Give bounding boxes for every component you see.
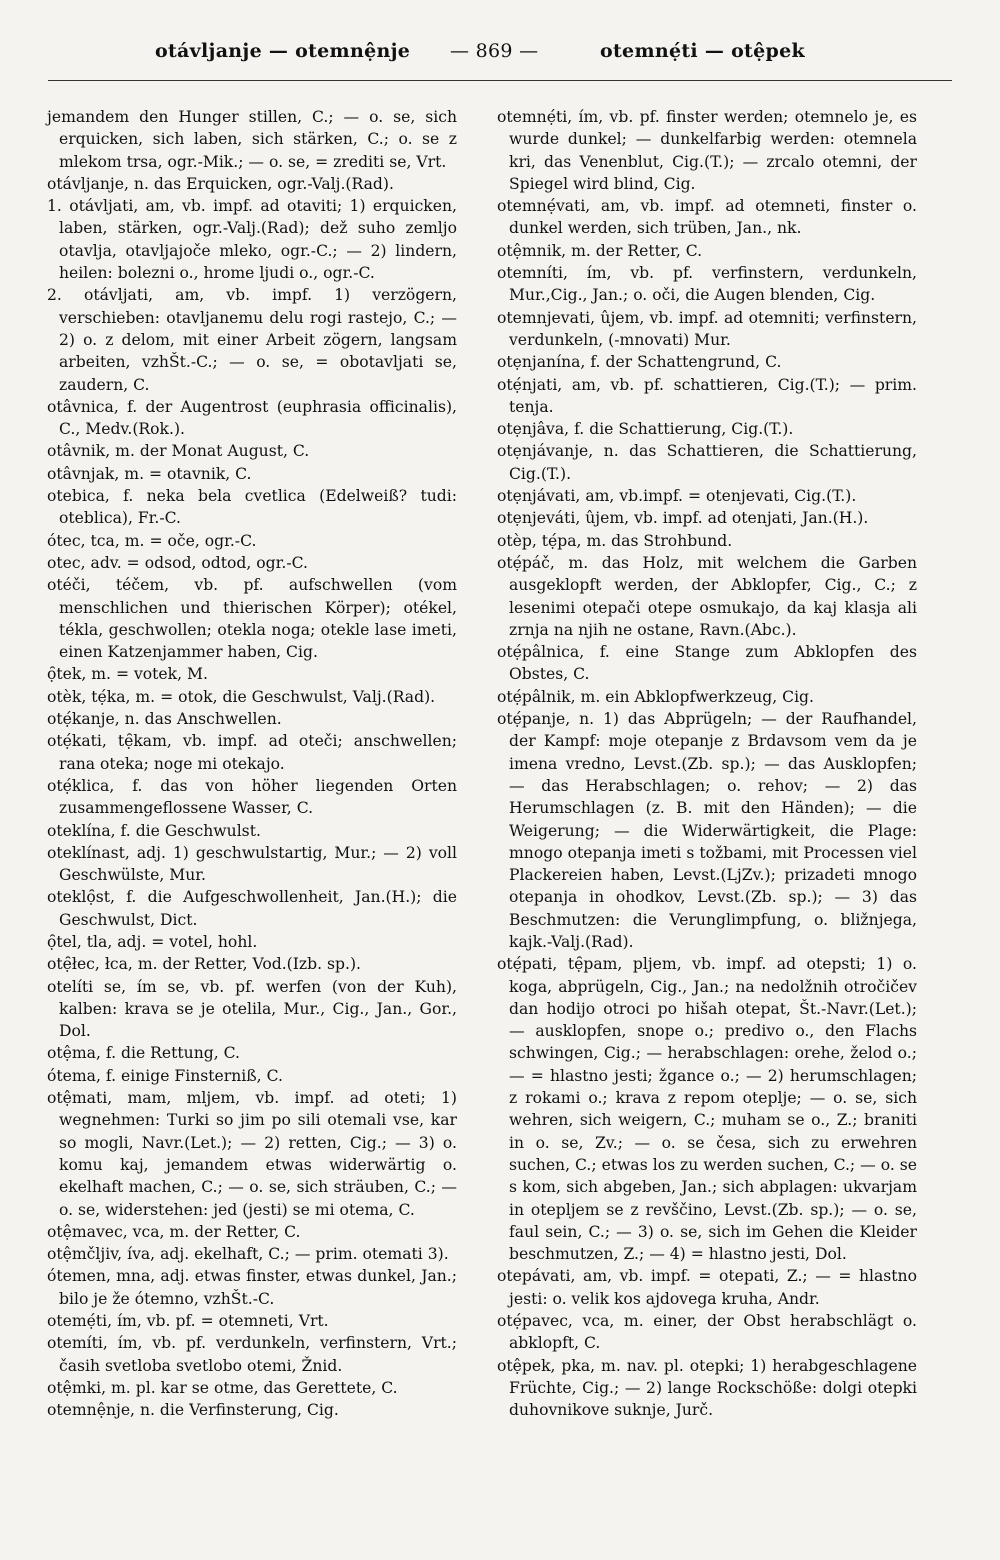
dictionary-entry: ótec, tca, m. = oče, ogr.-C. [47, 531, 257, 550]
dictionary-entry: otéči, téčem, vb. pf. aufschwellen (vom menschlichen und thierischen Körper); otékel, tékla, geschwollen; otekla noga; otekle lase imeti, einen Katzenjammer haben, Cig. [47, 576, 457, 662]
dictionary-entry: otẹ́páč, m. das Holz, mit welchem die Garben ausgeklopft werden, der Abklopfer, Cig., C.; z lesenimi otepači otepe osmukajo, da kaj klasja ali zrnja na njih ne ostane, Ravn.(Abc.). [497, 553, 917, 639]
dictionary-entry: otẹ́klica, f. das von höher liegenden Orten zusammengeflossene Wasser, C. [47, 776, 457, 818]
dictionary-entry: otẹ̑łec, łca, m. der Retter, Vod.(Izb. sp.). [47, 955, 362, 974]
dictionary-entry: otệmati, mam, mljem, vb. impf. ad oteti; 1) wegnehmen: Turki so jim po sili otemali vse, kar so mogli, Navr.(Let.); — 2) retten, Cig.; — 3) o. komu kaj, jemandem etwas widerwärtig o. ekelhaft machen, C.; — o. se, sich sträuben, C.; — o. se, widerstehen: jed (jesti) se mi otema, C. [47, 1089, 457, 1219]
dictionary-entry: otẹ́kati, tẹ̑kam, vb. impf. ad oteči; anschwellen; rana oteka; noge mi otekajo. [47, 732, 457, 773]
dictionary-entry: otẹ́pâlnica, f. eine Stange zum Abklopfen des Obstes, C. [497, 643, 917, 684]
dictionary-entry: ọ̑tek, m. = votek, M. [47, 665, 208, 684]
dictionary-entry: otâvnjak, m. = otavnik, C. [47, 464, 252, 483]
dictionary-entry: otệmavec, vca, m. der Retter, C. [47, 1222, 301, 1241]
right-column [497, 106, 917, 1422]
dictionary-entry: otávljanje, n. das Erquicken, ogr.-Valj.(Rad). [47, 174, 394, 193]
dictionary-entry: otemnẹ́vati, am, vb. impf. ad otemneti, finster o. dunkel werden, sich trüben, Jan., nk. [497, 197, 917, 238]
dictionary-entry: otẹ́pati, tẹ̑pam, pljem, vb. impf. ad otepsti; 1) o. koga, abprügeln, Cig., Jan.; na nedolžnih otročičev dan hodijo otroci po hišah otepat, Št.-Navr.(Let.); — ausklopfen, snope o.; predivo o., den Flachs schwingen, Cig.; — herabschlagen: orehe, želod o.; — = hlastno jesti; žgance o.; — 2) herumschlagen; z rokami o.; krava z repom oteplje; — o. se, sich wehren, sich weigern, C.; muham se o., Z.; braniti in o. se, Zv.; — o. se česa, sich zu erwehren suchen, C.; etwas los zu werden suchen, C.; — o. se s kom, sich abgeben, Jan.; sich abplagen: ukvarjam in otepljem se z revščino, Levst.(Zb. sp.); — o. se, faul sein, C.; — 3) o. se, sich im Gehen die Kleider beschmutzen, Z.; — 4) = hlastno jesti, Dol. [497, 955, 917, 1264]
dictionary-entry: otẹnjanína, f. der Schattengrund, C. [497, 353, 782, 372]
dictionary-entry: oteklína, f. die Geschwulst. [47, 821, 261, 840]
left-column [47, 106, 457, 1422]
dictionary-entry: otẹ́pâlnik, m. ein Abklopfwerkzeug, Cig. [497, 687, 814, 706]
dictionary-entry: otemnệnje, n. die Verfinsterung, Cig. [47, 1401, 339, 1420]
dictionary-entry: otẹnjávati, am, vb.impf. = otenjevati, Cig.(T.). [497, 487, 857, 506]
dictionary-entry: otệmki, m. pl. kar se otme, das Gerettete, C. [47, 1378, 398, 1397]
dictionary-entry: otec, adv. = odsod, odtod, ogr.-C. [47, 553, 308, 572]
dictionary-entry: ótema, f. einige Finsterniß, C. [47, 1066, 283, 1085]
dictionary-entry: otèp, tẹ́pa, m. das Strohbund. [497, 531, 733, 550]
dictionary-entry: otemnjevati, ûjem, vb. impf. ad otemniti; verfinstern, verdunkeln, (-mnovati) Mur. [497, 308, 917, 349]
dictionary-entry: otẹ́njati, am, vb. pf. schattieren, Cig.(T.); — prim. tenja. [497, 375, 917, 416]
dictionary-entry: otepávati, am, vb. impf. = otepati, Z.; — = hlastno jesti: o. velik kos ajdovega kruha, Andr. [497, 1267, 917, 1308]
dictionary-entry: otebica, f. neka bela cvetlica (Edelweiß? tudi: oteblica), Fr.-C. [47, 487, 457, 528]
page-header [45, 40, 955, 74]
dictionary-entry: otệmčljiv, íva, adj. ekelhaft, C.; — prim. otemati 3). [47, 1245, 449, 1264]
dictionary-entry: otemẹ́ti, ím, vb. pf. = otemneti, Vrt. [47, 1312, 329, 1331]
dictionary-entry: otèk, tẹ́ka, m. = otok, die Geschwulst, Valj.(Rad). [47, 687, 436, 706]
header-right-guideword: otemnẹ́ti — otệpek [600, 40, 805, 62]
dictionary-entry: ọ̑tel, tla, adj. = votel, hohl. [47, 932, 258, 951]
dictionary-entry: 2. otávljati, am, vb. impf. 1) verzögern, verschieben: otavljanemu delu rogi rastejo, C.; — 2) o. z delom, mit einer Arbeit zögern, langsam arbeiten, vzhŠt.-C.; — o. se, = obotavljati se, zaudern, C. [47, 286, 457, 394]
dictionary-entry: otemíti, ím, vb. pf. verdunkeln, verfinstern, Vrt.; časih svetloba svetlobo otemi, Žnid. [47, 1334, 457, 1375]
dictionary-entry: oteklínast, adj. 1) geschwulstartig, Mur.; — 2) voll Geschwülste, Mur. [47, 843, 457, 885]
dictionary-entry: otâvnica, f. der Augentrost (euphrasia officinalis), C., Medv.(Rok.). [47, 397, 457, 439]
header-rule [48, 80, 952, 81]
dictionary-entry: otẹ́panje, n. 1) das Abprügeln; — der Raufhandel, der Kampf: moje otepanje z Brdavsom vem da je imena vredno, Levst.(Zb. sp.); — das Ausklopfen; — das Herabschlagen; o. rehov; — 2) das Herumschlagen (z. B. mit den Händen); — die Weigerung; — die Widerwärtigkeit, die Plage: mnogo otepanja imeti s tožbami, mit Processen viel Plackereien haben, Levst.(LjZv.); prizadeti mnogo otepanja in ohodkov, Levst.(Zb. sp.); — 3) das Beschmutzen: die Verunglimpfung, o. bližnjega, kajk.-Valj.(Rad). [497, 710, 917, 951]
dictionary-entry: otệma, f. die Rettung, C. [47, 1044, 240, 1063]
dictionary-entry: otệpek, pka, m. nav. pl. otepki; 1) herabgeschlagene Früchte, Cig.; — 2) lange Rockschöße: dolgi otepki duhovnikove suknje, Jurč. [497, 1356, 917, 1420]
dictionary-entry: ótemen, mna, adj. etwas finster, etwas dunkel, Jan.; bilo je že ótemno, vzhŠt.-C. [47, 1267, 457, 1308]
dictionary-entry: otemnẹ́ti, ím, vb. pf. finster werden; otemnelo je, es wurde dunkel; — dunkelfarbig werden: otemnela kri, das Venenblut, Cig.(T.); — zrcalo otemni, der Spiegel wird blind, Cig. [497, 108, 917, 193]
dictionary-entry: otemníti, ím, vb. pf. verfinstern, verdunkeln, Mur.,Cig., Jan.; o. oči, die Augen blenden, Cig. [497, 264, 917, 305]
dictionary-entry: otâvnik, m. der Monat August, C. [47, 442, 310, 461]
header-left-guideword: otávljanje — otemnệnje [155, 40, 411, 62]
dictionary-entry: otệmnik, m. der Retter, C. [497, 241, 703, 260]
dictionary-entry: jemandem den Hunger stillen, C.; — o. se, sich erquicken, sich laben, sich stärken, C.; o. se z mlekom trsa, ogr.-Mik.; — o. se, = zrediti se, Vrt. [47, 108, 457, 171]
dictionary-entry: otẹ́kanje, n. das Anschwellen. [47, 710, 282, 729]
dictionary-entry: otelíti se, ím se, vb. pf. werfen (von der Kuh), kalben: krava se je otelila, Mur., Cig., Jan., Gor., Dol. [47, 977, 457, 1041]
dictionary-entry: otẹ́pavec, vca, m. einer, der Obst herabschlägt o. abklopft, C. [497, 1312, 917, 1353]
dictionary-entry: otẹnjâva, f. die Schattierung, Cig.(T.). [497, 420, 794, 439]
dictionary-entry: oteklọ̑st, f. die Aufgeschwollenheit, Jan.(H.); die Geschwulst, Dict. [47, 888, 457, 929]
page-number: — 869 — [450, 40, 539, 62]
dictionary-entry: otẹnjeváti, ûjem, vb. impf. ad otenjati, Jan.(H.). [497, 509, 869, 528]
dictionary-entry: otẹnjávanje, n. das Schattieren, die Schattierung, Cig.(T.). [497, 442, 917, 483]
dictionary-entry: 1. otávljati, am, vb. impf. ad otaviti; 1) erquicken, laben, stärken, ogr.-Valj.(Rad); dež suho zemljo otavlja, otavljajoče mleko, ogr.-C.; — 2) lindern, heilen: bolezni o., hrome ljudi o., ogr.-C. [47, 197, 457, 283]
